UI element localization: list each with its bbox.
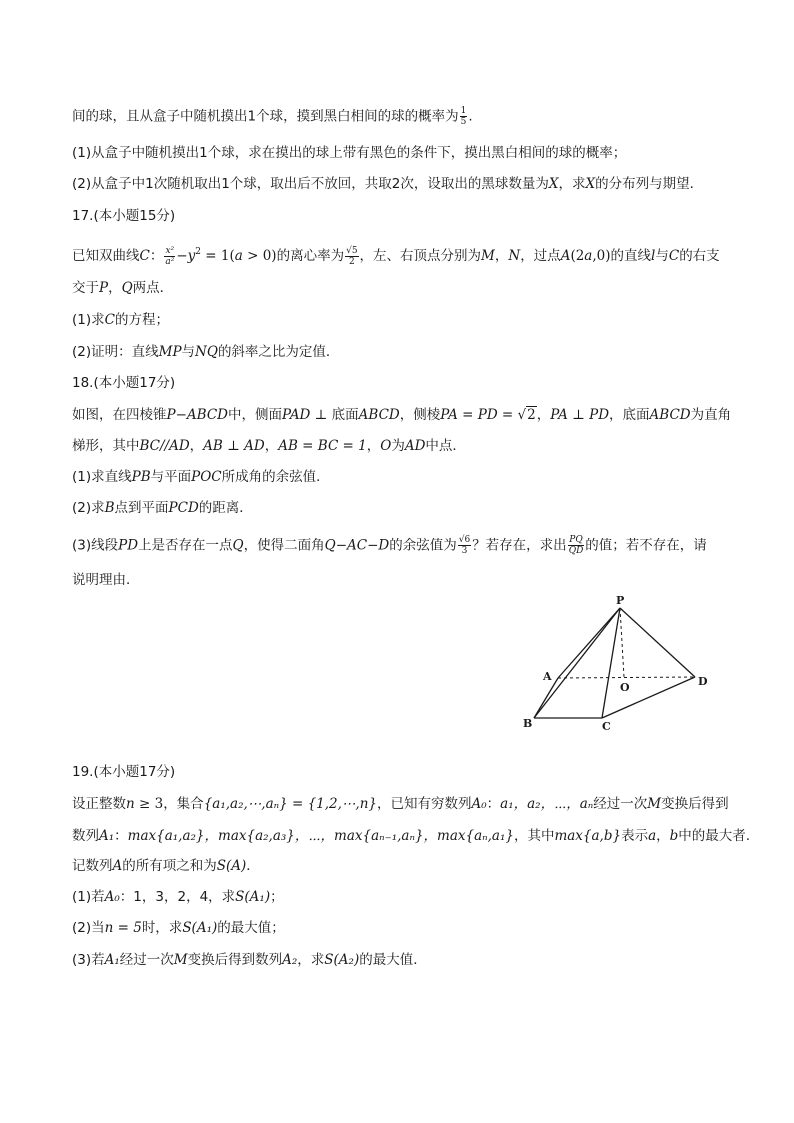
label-C: C: [602, 720, 611, 733]
q18-part-1: (1)求直线PB与平面POC所成角的余弦值．: [72, 469, 330, 485]
q18-part-3-cont: 说明理由．: [72, 572, 140, 588]
q17-eccentricity-fraction: $\frac{√5}{2}$: [346, 245, 358, 267]
label-P: P: [616, 594, 625, 607]
q19-stem-line-3: 记数列A的所有项之和为S(A)．: [72, 858, 260, 874]
q16-part-2: (2)从盒子中1次随机取出1个球，取出后不放回，共取2次，设取出的黑球数量为X，求X的分布列与期望．: [72, 176, 704, 192]
q18-header: 18.(本小题17分): [72, 375, 176, 391]
q17-part-2: (2)证明：直线MP与NQ的斜率之比为定值．: [72, 344, 340, 360]
label-O: O: [620, 681, 630, 694]
q17-hyperbola-fraction: $\frac{\text{x²}}{\text{a²}}$: [165, 245, 175, 267]
q18-part-3: (3)线段PD上是否存在一点Q，使得二面角Q−AC−D的余弦值为 $\frac{√6}{3}$ ？若存在，求出 $\frac{PQ}{QD}$ 的值；若不存在，请: [72, 535, 707, 556]
q19-header: 19.(本小题17分): [72, 764, 176, 780]
q18-ratio-fraction: $\frac{PQ}{QD}$: [568, 535, 584, 556]
edge-PO-hidden: [620, 608, 624, 677]
edge-AD-hidden: [558, 677, 695, 678]
label-A: A: [543, 670, 552, 683]
q17-part-1: (1)求C的方程；: [72, 312, 169, 328]
q16-probability-fraction: $\frac{1}{5}$: [460, 106, 467, 127]
pyramid-figure: [520, 592, 720, 742]
edge-CD: [602, 677, 695, 718]
q16-part-1: (1)从盒子中随机摸出1个球，求在摸出的球上带有黑色的条件下，摸出黑白相间的球的概率；: [72, 145, 627, 161]
q19-part-3: (3)若A₁经过一次M变换后得到数列A₂，求S(A₂)的最大值．: [72, 952, 427, 968]
edge-AB: [534, 678, 558, 718]
q18-stem-line-2: 梯形，其中BC//AD，AB ⊥ AD，AB = BC = 1，O为AD中点．: [72, 438, 466, 454]
q18-cosine-fraction: $\frac{√6}{3}$: [458, 535, 471, 556]
q16-intro-text: 间的球，且从盒子中随机摸出1个球，摸到黑白相间的球的概率为: [72, 108, 459, 125]
label-D: D: [698, 675, 708, 688]
q18-stem-line-1: 如图，在四棱锥P−ABCD中，侧面PAD ⊥ 底面ABCD，侧棱PA = PD = √2，PA ⊥ PD，底面ABCD为直角: [72, 407, 732, 423]
label-B: B: [523, 717, 533, 730]
q17-stem-line-1: 已知双曲线C： $\frac{\text{x²}}{\text{a²}}$ $-y^2 = 1(a > 0)$的离心率为 $\frac{√5}{2}$ ，左、右顶点分别为M，N，过点A(2a,0)的直线l与C的右支: [72, 245, 720, 267]
edge-PD: [620, 608, 695, 677]
q17-header: 17.(本小题15分): [72, 208, 176, 224]
sqrt-2: √2: [517, 407, 536, 423]
q16-intro-line: 间的球，且从盒子中随机摸出1个球，摸到黑白相间的球的概率为 $\frac{1}{5}$ .: [72, 106, 473, 127]
q19-part-2: (2)当n = 5时，求S(A₁)的最大值；: [72, 920, 285, 936]
q18-part-2: (2)求B点到平面PCD的距离．: [72, 500, 253, 516]
q19-stem-line-1: 设正整数n ≥ 3，集合{a₁,a₂,⋯,aₙ} = {1,2,⋯,n}，已知有穷数列A₀：a₁，a₂，⋯，aₙ经过一次M变换后得到: [72, 796, 729, 812]
edge-PB: [534, 608, 620, 718]
q19-stem-line-2: 数列A₁：max{a₁,a₂}，max{a₂,a₃}，⋯，max{aₙ₋₁,aₙ}，max{aₙ,a₁}，其中max{a,b}表示a，b中的最大者.: [72, 828, 751, 844]
q17-stem-line-2: 交于P，Q两点．: [72, 280, 174, 296]
q19-part-1: (1)若A₀：1，3，2，4，求S(A₁)；: [72, 889, 284, 905]
